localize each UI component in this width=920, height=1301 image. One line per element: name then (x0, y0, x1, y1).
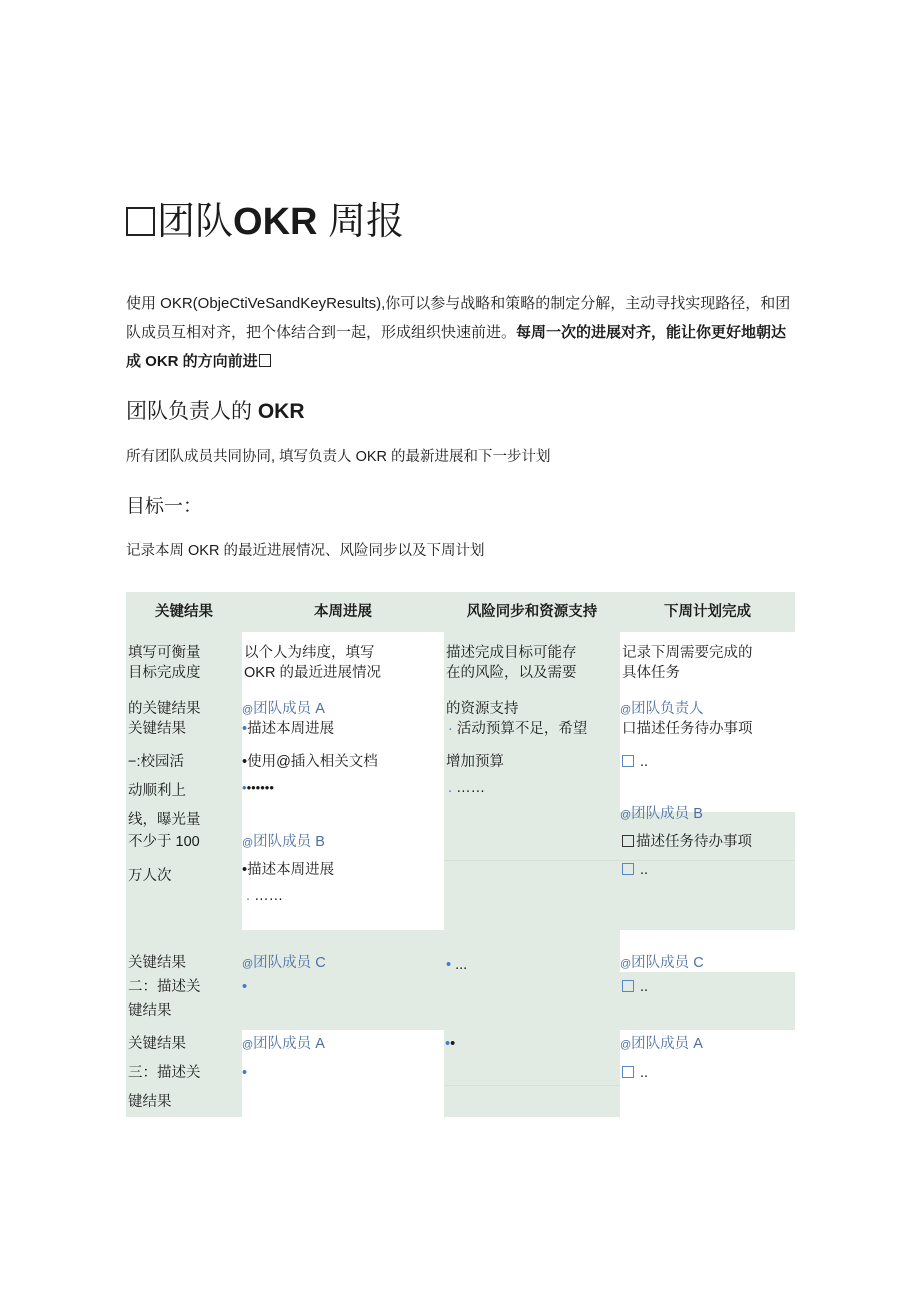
row-divider (444, 860, 795, 861)
list-item: •描述本周进展 (242, 862, 335, 878)
mention-member-b[interactable]: @团队成员 B (620, 806, 703, 822)
goal-description: 记录本周 OKR 的最近进展情况、风险同步以及下周计划 (126, 543, 485, 559)
key-result-text: 关键结果 (128, 955, 186, 971)
mention-member-a[interactable]: @团队成员 A (620, 1036, 703, 1052)
mention-member-a[interactable]: @团队成员 A (242, 1036, 325, 1052)
mention-team-lead[interactable]: @团队负责人 (620, 701, 704, 717)
risk-hint: 描述完成目标可能存 (446, 645, 577, 661)
todo-item[interactable]: .. (622, 860, 648, 880)
list-item: •描述本周进展 (242, 721, 335, 737)
header-risk: 风险同步和资源支持 (466, 604, 598, 620)
key-result-text: 目标完成度 (128, 665, 201, 681)
todo-item[interactable]: .. (622, 1063, 648, 1083)
key-result-text: 万人次 (128, 868, 172, 884)
list-item: ••••••• (242, 780, 274, 795)
goal-heading: 目标一： (126, 496, 203, 517)
key-result-text: 三：描述关 (128, 1065, 201, 1081)
key-result-text: 不少于 100 (128, 834, 200, 850)
section-description: 所有团队成员共同协同, 填写负责人 OKR 的最新进展和下一步计划 (126, 449, 551, 465)
header-next-week: 下周计划完成 (664, 604, 751, 620)
risk-item: •• (445, 1036, 456, 1052)
section-heading: 团队负责人的 OKR (126, 400, 305, 423)
mention-member-c[interactable]: @团队成员 C (242, 955, 326, 971)
key-result-text: 二：描述关 (128, 979, 201, 995)
checkbox-icon[interactable] (622, 863, 634, 875)
checkbox-icon[interactable] (622, 835, 634, 847)
key-result-text: 关键结果 (128, 721, 186, 737)
okr-table (126, 592, 795, 1117)
row2-col2-bg (242, 930, 444, 1030)
list-item: • (242, 979, 248, 995)
key-result-text: 的关键结果 (128, 701, 201, 717)
mention-member-c[interactable]: @团队成员 C (620, 955, 704, 971)
risk-item: . …… (448, 780, 486, 796)
list-item: •使用@插入相关文档 (242, 754, 378, 770)
checkbox-icon[interactable] (622, 755, 634, 767)
progress-hint: OKR 的最近进展情况 (244, 665, 381, 681)
key-result-text: 动顺利上 (128, 783, 186, 799)
list-item: . …… (246, 888, 284, 904)
key-result-text: 关键结果 (128, 1036, 186, 1052)
risk-item: • ... (446, 957, 468, 973)
risk-hint: 在的风险，以及需要 (446, 665, 577, 681)
todo-item[interactable]: .. (622, 752, 648, 772)
todo-item[interactable]: 描述任务待办事项 (622, 832, 752, 852)
key-result-text: 线，曝光量 (128, 812, 201, 828)
header-this-week: 本周进展 (314, 604, 372, 620)
checkbox-icon[interactable] (622, 1066, 634, 1078)
header-key-result: 关键结果 (155, 604, 213, 620)
plan-hint: 记录下周需要完成的 (622, 645, 753, 661)
row-divider (444, 1085, 620, 1086)
risk-item: · 活动预算不足，希望 (448, 721, 588, 737)
list-item: • (242, 1065, 248, 1081)
key-result-text: −:校园活 (128, 754, 184, 770)
plan-hint: 具体任务 (622, 665, 680, 681)
checkbox-icon[interactable] (622, 980, 634, 992)
key-result-text: 键结果 (128, 1003, 172, 1019)
box-glyph-icon (259, 354, 271, 367)
page-title: 团队OKR 周报 (126, 196, 404, 248)
todo-item[interactable]: 口描述任务待办事项 (622, 721, 753, 737)
todo-item[interactable]: .. (622, 977, 648, 997)
key-result-text: 填写可衡量 (128, 645, 201, 661)
risk-item: 增加预算 (446, 754, 504, 770)
checkbox-icon (126, 207, 155, 236)
key-result-text: 键结果 (128, 1094, 172, 1110)
intro-paragraph: 使用 OKR(ObjeCtiVeSandKeyResults),你可以参与战略和策略的制定分解，主动寻找实现路径，和团队成员互相对齐，把个体结合到一起，形成组织快速前进。每周一次的进展对齐，能让你更好地朝达成 OKR 的方向前进 (126, 295, 791, 370)
mention-member-a[interactable]: @团队成员 A (242, 701, 325, 717)
mention-member-b[interactable]: @团队成员 B (242, 834, 325, 850)
progress-hint: 以个人为纬度，填写 (244, 645, 375, 661)
risk-hint: 的资源支持 (446, 701, 519, 717)
